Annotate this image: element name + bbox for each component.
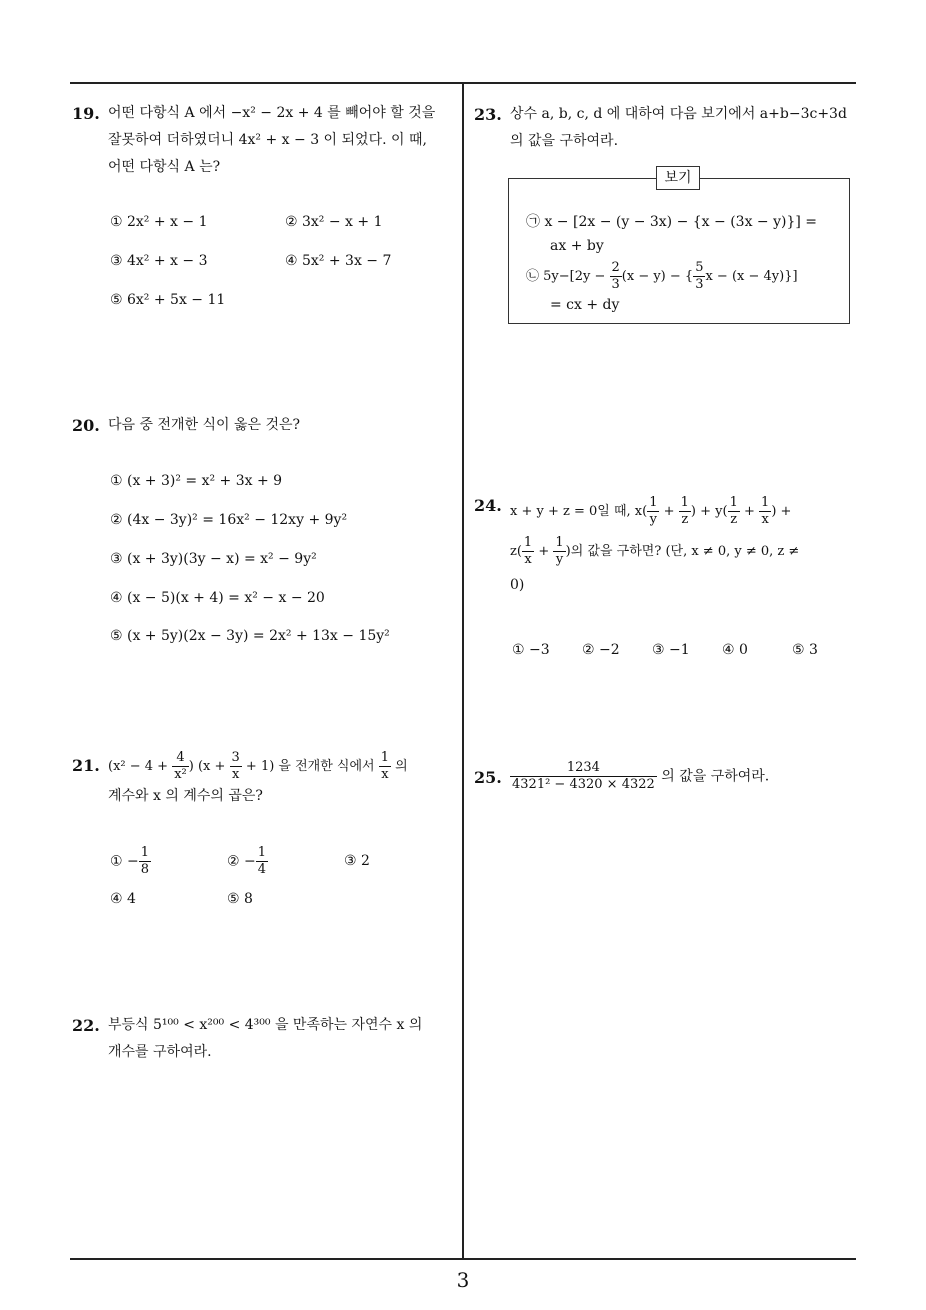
numerator: 1 bbox=[555, 535, 564, 550]
question-number: 24. bbox=[474, 496, 502, 515]
fraction bbox=[647, 495, 659, 528]
option-prefix: ② − bbox=[227, 853, 256, 870]
option-1[interactable]: ① (x + 3)² = x² + 3x + 9 bbox=[110, 473, 283, 489]
expression-part: + bbox=[659, 504, 679, 519]
bottom-rule bbox=[70, 1258, 856, 1260]
question-number: 21. bbox=[72, 756, 100, 775]
expression-part: z( bbox=[510, 544, 522, 559]
question-24 bbox=[474, 492, 859, 599]
expression-part: + 1) 을 전개한 식에서 bbox=[241, 759, 375, 774]
expression-part: ) + bbox=[771, 504, 792, 519]
denominator: x bbox=[231, 767, 240, 782]
numerator: 5 bbox=[695, 260, 704, 275]
fraction bbox=[139, 845, 151, 878]
question-number: 22. bbox=[72, 1016, 100, 1035]
option-2[interactable] bbox=[227, 845, 268, 878]
question-stem: 다음 중 전개한 식이 옳은 것은? bbox=[108, 417, 301, 433]
numerator: 3 bbox=[231, 750, 240, 765]
fraction bbox=[522, 535, 534, 568]
expression-part: ) + y( bbox=[690, 504, 728, 519]
fraction bbox=[256, 845, 268, 878]
option-5[interactable]: ⑤ 6x² + 5x − 11 bbox=[110, 292, 226, 308]
expression-part: + bbox=[534, 544, 554, 559]
denominator: x bbox=[524, 552, 532, 567]
denominator: x bbox=[761, 512, 769, 527]
numerator: 1 bbox=[380, 750, 390, 765]
numerator: 1 bbox=[729, 495, 738, 510]
denominator: y bbox=[555, 552, 564, 567]
stem-line: 잘못하여 더하였더니 4x² + x − 3 이 되었다. 이 때, bbox=[108, 132, 427, 148]
option-1[interactable]: ① −3 bbox=[512, 642, 550, 658]
numerator: 4 bbox=[172, 750, 189, 767]
numerator: 2 bbox=[611, 260, 620, 275]
question-number: 23. bbox=[474, 105, 502, 124]
example-item-1: ㉠ x − [2x − (y − 3x) − {x − (3x − y)}] = bbox=[526, 214, 818, 230]
question-22 bbox=[72, 1012, 462, 1066]
fraction bbox=[510, 760, 657, 793]
numerator: 1 bbox=[523, 535, 533, 550]
expression-part: x + y + z = 0일 때, x( bbox=[510, 504, 648, 519]
denominator: 8 bbox=[140, 862, 150, 877]
expression-part: x − (x − 4y)}] bbox=[705, 269, 798, 284]
question-stem bbox=[72, 100, 457, 181]
page-number: 3 bbox=[456, 1268, 470, 1292]
fraction bbox=[693, 260, 705, 293]
numerator: 1 bbox=[140, 845, 150, 860]
fraction bbox=[379, 750, 391, 783]
question-stem bbox=[72, 750, 462, 783]
question-25 bbox=[474, 760, 859, 793]
expression-part: 의 값을 구하여라. bbox=[661, 768, 770, 785]
option-3[interactable]: ③ (x + 3y)(3y − x) = x² − 9y² bbox=[110, 551, 317, 567]
stem-line: 어떤 다항식 A 는? bbox=[108, 159, 221, 175]
denominator: 4 bbox=[257, 862, 267, 877]
option-5[interactable]: ⑤ (x + 5y)(2x − 3y) = 2x² + 13x − 15y² bbox=[110, 628, 390, 644]
expression-part: + bbox=[739, 504, 760, 519]
denominator: z bbox=[681, 512, 689, 527]
denominator: 3 bbox=[611, 277, 620, 292]
denominator: z bbox=[730, 512, 738, 527]
numerator: 1 bbox=[649, 495, 658, 510]
denominator: 3 bbox=[695, 277, 704, 292]
stem-line: 계수와 x 의 계수의 곱은? bbox=[108, 788, 263, 804]
question-stem bbox=[474, 760, 859, 793]
example-item-1-cont: ax + by bbox=[550, 238, 604, 254]
expression-part: ) (x + bbox=[188, 759, 230, 774]
fraction bbox=[230, 750, 242, 783]
question-23 bbox=[474, 101, 859, 155]
expression-part: ㉡ 5y−[2y − bbox=[526, 269, 610, 284]
fraction bbox=[553, 535, 565, 568]
numerator: 1234 bbox=[510, 760, 657, 777]
stem-line: 부등식 5¹⁰⁰ < x²⁰⁰ < 4³⁰⁰ 을 만족하는 자연수 x 의 bbox=[108, 1017, 423, 1033]
option-5[interactable]: ⑤ 3 bbox=[792, 642, 818, 658]
option-4[interactable]: ④ 5x² + 3x − 7 bbox=[285, 253, 392, 269]
column-divider bbox=[462, 82, 464, 1259]
expression-part: (x² − 4 + bbox=[108, 759, 173, 774]
expression-part: (x − y) − { bbox=[621, 269, 694, 284]
question-number: 20. bbox=[72, 416, 100, 435]
numerator: 1 bbox=[761, 495, 770, 510]
stem-line: 개수를 구하여라. bbox=[108, 1044, 212, 1060]
example-item-2 bbox=[526, 260, 798, 293]
option-1[interactable] bbox=[110, 845, 151, 878]
stem-line bbox=[474, 532, 859, 572]
numerator: 1 bbox=[680, 495, 689, 510]
fraction bbox=[172, 750, 189, 783]
question-stem bbox=[474, 492, 859, 532]
expression-part: 의 bbox=[391, 759, 408, 774]
option-prefix: ① − bbox=[110, 853, 139, 870]
fraction bbox=[759, 495, 771, 528]
option-4[interactable]: ④ (x − 5)(x + 4) = x² − x − 20 bbox=[110, 590, 325, 606]
denominator: x² bbox=[174, 767, 187, 782]
example-item-2-cont: = cx + dy bbox=[550, 297, 620, 313]
option-5[interactable]: ⑤ 8 bbox=[227, 891, 253, 907]
stem-line: 어떤 다항식 A 에서 −x² − 2x + 4 를 빼어야 할 것을 bbox=[108, 105, 436, 121]
denominator: x bbox=[381, 767, 389, 782]
fraction bbox=[679, 495, 691, 528]
stem-line: 0) bbox=[510, 577, 525, 593]
option-2[interactable]: ② (4x − 3y)² = 16x² − 12xy + 9y² bbox=[110, 512, 348, 528]
denominator: y bbox=[649, 512, 657, 527]
option-2[interactable]: ② 3x² − x + 1 bbox=[285, 214, 383, 230]
stem-line: 상수 a, b, c, d 에 대하여 다음 보기에서 a+b−3c+3d bbox=[510, 106, 847, 122]
question-stem bbox=[474, 101, 859, 155]
fraction bbox=[728, 495, 740, 528]
question-number: 19. bbox=[72, 104, 100, 123]
question-20 bbox=[72, 412, 457, 439]
question-number: 25. bbox=[474, 768, 502, 787]
question-21 bbox=[72, 750, 462, 810]
option-2[interactable]: ② −2 bbox=[582, 642, 620, 658]
expression-part: )의 값을 구하면? (단, x ≠ 0, y ≠ 0, z ≠ bbox=[565, 544, 800, 559]
option-3[interactable]: ③ 4x² + x − 3 bbox=[110, 253, 208, 269]
stem-line: 의 값을 구하여라. bbox=[510, 133, 619, 149]
option-3[interactable]: ③ 2 bbox=[344, 853, 370, 869]
question-19 bbox=[72, 100, 457, 181]
numerator: 1 bbox=[257, 845, 267, 860]
question-stem bbox=[72, 1012, 462, 1066]
option-4[interactable]: ④ 4 bbox=[110, 891, 136, 907]
fraction bbox=[610, 260, 622, 293]
denominator: 4321² − 4320 × 4322 bbox=[512, 777, 655, 792]
option-3[interactable]: ③ −1 bbox=[652, 642, 690, 658]
option-1[interactable]: ① 2x² + x − 1 bbox=[110, 214, 208, 230]
option-4[interactable]: ④ 0 bbox=[722, 642, 748, 658]
example-box-title: 보기 bbox=[656, 166, 700, 190]
